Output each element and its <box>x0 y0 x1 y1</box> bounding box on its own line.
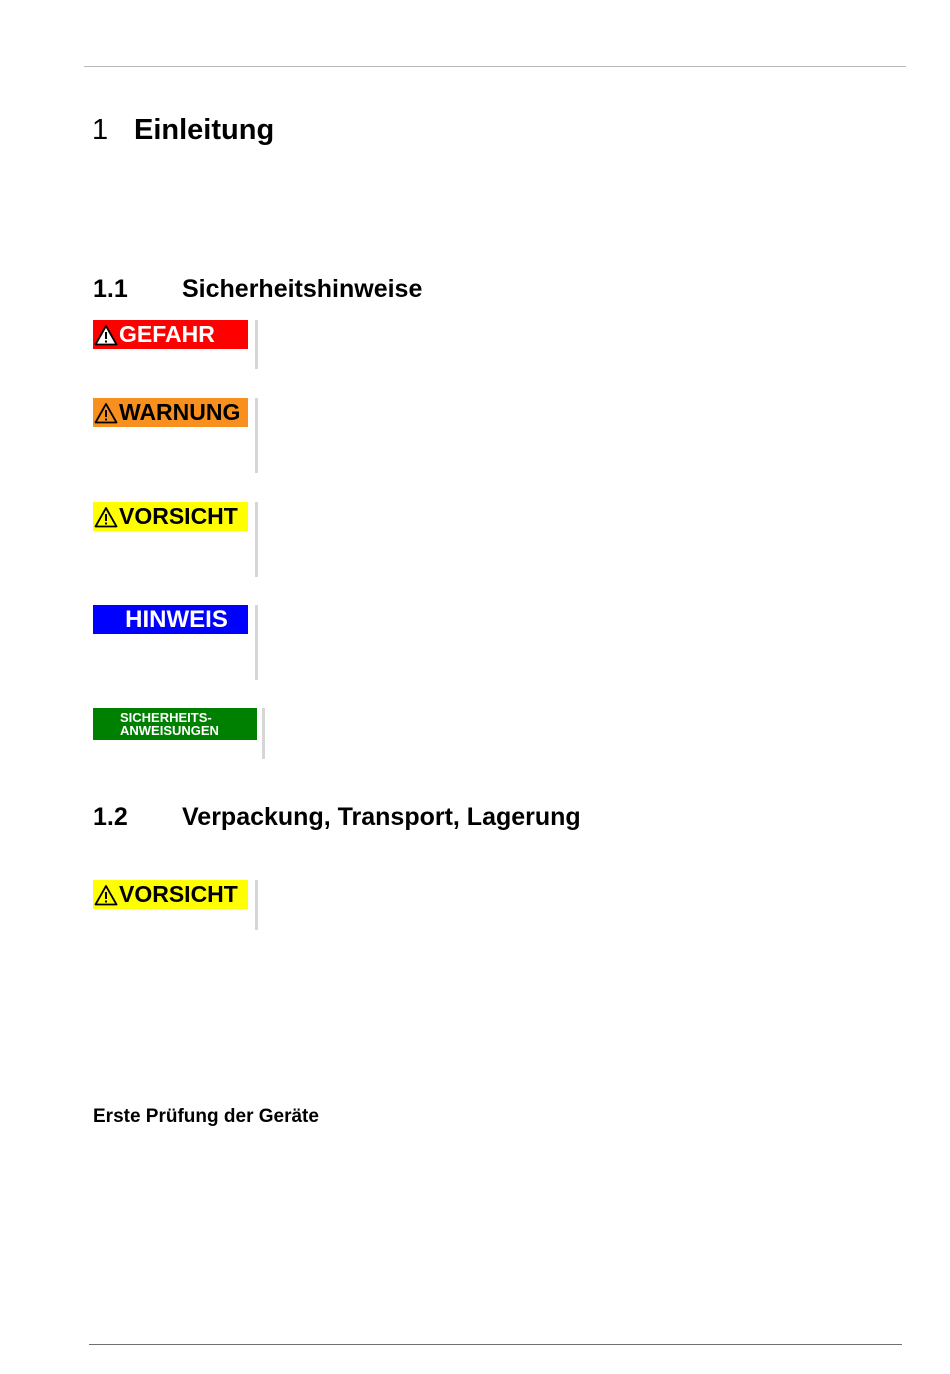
warning-side-bar <box>255 398 258 473</box>
chapter-title: Einleitung <box>134 114 275 146</box>
danger-side-bar <box>255 320 258 369</box>
danger-signal-word: GEFAHR <box>119 321 215 347</box>
notice-side-bar <box>255 605 258 680</box>
safety-instructions-label <box>93 708 257 740</box>
warning-triangle-icon <box>94 506 118 528</box>
warning-triangle-icon <box>94 324 118 346</box>
section-number: 1.2 <box>93 803 128 831</box>
caution-signal-word: VORSICHT <box>119 881 238 907</box>
danger-signal-label <box>93 320 248 349</box>
warning-triangle-icon <box>94 884 118 906</box>
safety-side-bar <box>262 708 265 759</box>
warning-signal-label <box>93 398 248 427</box>
header-rule <box>84 66 906 67</box>
section-heading-packaging <box>93 801 581 833</box>
safety-instructions-line1: SICHERHEITS- <box>120 710 212 725</box>
caution-signal-label <box>93 502 248 531</box>
caution-side-bar <box>255 502 258 577</box>
caution-signal-label-transport <box>93 880 248 909</box>
chapter-number: 1 <box>92 114 109 146</box>
section-heading-safety <box>93 273 422 305</box>
safety-instructions-line2: ANWEISUNGEN <box>120 723 219 738</box>
warning-triangle-icon <box>94 402 118 424</box>
notice-signal-label <box>93 605 248 634</box>
notice-signal-word: HINWEIS <box>125 606 228 633</box>
caution-side-bar-transport <box>255 880 258 930</box>
warning-signal-word: WARNUNG <box>119 399 241 425</box>
footer-rule <box>89 1344 902 1345</box>
section-title: Verpackung, Transport, Lagerung <box>182 803 581 831</box>
caution-signal-word: VORSICHT <box>119 503 238 529</box>
subheading-first-inspection: Erste Prüfung der Geräte <box>93 1106 319 1127</box>
chapter-heading <box>92 110 274 150</box>
section-title: Sicherheitshinweise <box>182 275 423 303</box>
section-number: 1.1 <box>93 275 128 303</box>
